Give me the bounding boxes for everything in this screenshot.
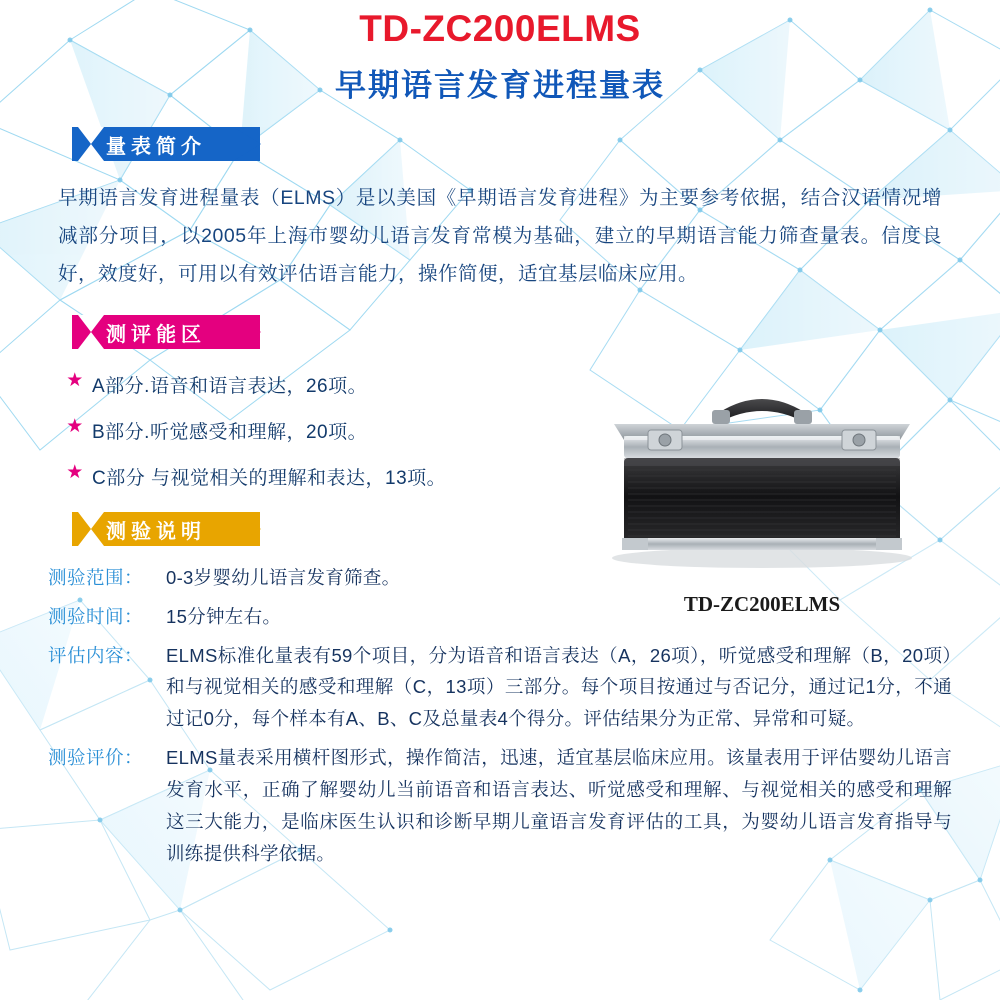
row-value: 0-3岁婴幼儿语言发育筛查。 <box>166 567 401 589</box>
page-title: TD-ZC200ELMS <box>359 8 641 49</box>
row-value: ELMS量表采用横杆图形式，操作简洁，迅速，适宜基层临床应用。该量表用于评估婴幼儿语言发育水平，正确了解婴幼儿当前语音和语言表达、听觉感受和理解、与视觉相关的感受和理解这三大能力，是临床医生认识和诊断早期儿童语言发育评估的工具，为婴幼儿语言发育指导与训练提供科学依据。 <box>166 747 952 864</box>
ability-list <box>58 371 578 490</box>
list-item <box>58 417 578 444</box>
row-label: 测验范围： <box>48 567 144 589</box>
product-image-block <box>562 378 962 617</box>
star-icon: ★ <box>66 416 84 438</box>
list-item-label: A部分.语音和语言表达，26项。 <box>92 376 368 398</box>
chevron-right-icon <box>78 512 104 546</box>
chevron-right-icon <box>78 315 104 349</box>
banner-tail <box>233 127 261 161</box>
table-row <box>48 640 952 735</box>
row-label: 测验评价： <box>48 747 144 769</box>
banner-ability-label: 测评能区 <box>106 323 206 346</box>
star-icon: ★ <box>66 462 84 484</box>
chevron-right-icon <box>78 127 104 161</box>
banner-tail <box>233 315 261 349</box>
list-item-label: B部分.听觉感受和理解，20项。 <box>92 422 368 444</box>
carry-case-illustration <box>562 378 962 578</box>
list-item-label: C部分 与视觉相关的理解和表达，13项。 <box>92 468 447 490</box>
list-item <box>58 463 578 490</box>
row-label: 测验时间： <box>48 605 144 627</box>
list-item <box>58 371 578 398</box>
star-icon: ★ <box>66 370 84 392</box>
section-ability-header <box>0 315 1000 349</box>
intro-paragraph: 早期语言发育进程量表（ELMS）是以美国《早期语言发育进程》为主要参考依据，结合汉语情况增减部分项目，以2005年上海市婴幼儿语言发育常模为基础，建立的早期语言能力筛查量表。信度良好，效度好，可用以有效评估语言能力，操作简便，适宜基层临床应用。 <box>58 187 942 286</box>
banner-instructions-label: 测验说明 <box>106 520 206 543</box>
banner-ability <box>72 315 260 349</box>
aluminum-carry-case <box>562 378 962 578</box>
table-row <box>48 742 952 869</box>
banner-instructions <box>72 512 260 546</box>
banner-tail <box>233 512 261 546</box>
banner-intro-label: 量表简介 <box>106 135 206 158</box>
row-value: ELMS标准化量表有59个项目，分为语音和语言表达（A，26项），听觉感受和理解（B，20项）和与视觉相关的感受和理解（C，13项）三部分。每个项目按通过与否记分，通过记1分，不通过记0分，每个样本有A、B、C及总量表4个得分。评估结果分为正常、异常和可疑。 <box>166 644 952 730</box>
section-intro-header <box>0 127 1000 161</box>
banner-intro <box>72 127 260 161</box>
row-label: 评估内容： <box>48 644 144 666</box>
row-value: 15分钟左右。 <box>166 605 282 627</box>
product-caption: TD-ZC200ELMS <box>683 592 841 616</box>
page-subtitle: 早期语言发育进程量表 <box>335 68 665 103</box>
